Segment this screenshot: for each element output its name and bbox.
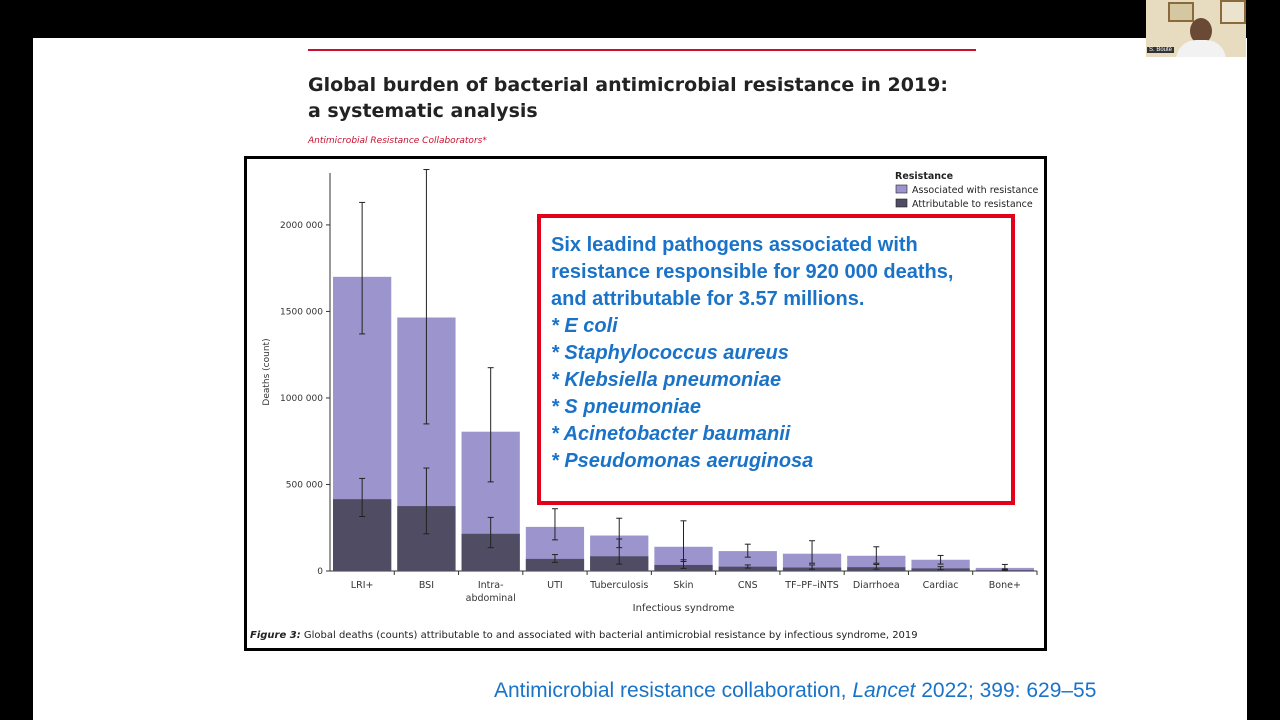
y-tick-label: 500 000 bbox=[285, 480, 323, 491]
wall-picture bbox=[1168, 2, 1194, 22]
pathogen-item: * Acinetobacter baumanii bbox=[551, 423, 791, 445]
y-tick-label: 1500 000 bbox=[280, 307, 323, 318]
legend-label: Associated with resistance bbox=[912, 185, 1039, 196]
citation-prefix: Antimicrobial resistance collaboration, bbox=[494, 679, 853, 702]
webcam-thumbnail[interactable] bbox=[1146, 0, 1246, 57]
callout-line: and attributable for 3.57 millions. bbox=[551, 288, 865, 310]
figure-caption bbox=[250, 630, 918, 641]
x-tick-label: Skin bbox=[673, 580, 694, 591]
wall-picture bbox=[1220, 0, 1246, 24]
pathogen-item: * Staphylococcus aureus bbox=[551, 342, 789, 364]
x-tick-label: UTI bbox=[547, 580, 563, 591]
x-tick-label: Bone+ bbox=[988, 580, 1021, 591]
x-tick-label: CNS bbox=[737, 580, 758, 591]
y-tick-label: 0 bbox=[317, 567, 323, 577]
x-tick-label: Intra- bbox=[477, 580, 504, 591]
paper-title-line: Global burden of bacterial antimicrobial resistance in 2019: bbox=[308, 74, 948, 96]
figure-caption-text: Global deaths (counts) attributable to and associated with bacterial antimicrobial resistance by infectious syndrome, 2019 bbox=[300, 630, 918, 641]
figure-caption-label: Figure 3: bbox=[250, 630, 301, 641]
paper-title bbox=[308, 72, 1008, 124]
legend-swatch bbox=[896, 199, 907, 207]
paper-title-line: a systematic analysis bbox=[308, 100, 538, 122]
pathogen-item: * S pneumoniae bbox=[551, 396, 702, 418]
y-tick-label: 1000 000 bbox=[280, 393, 323, 404]
x-tick-label: LRI+ bbox=[350, 580, 374, 591]
title-rule bbox=[308, 49, 976, 51]
legend-title: Resistance bbox=[895, 171, 954, 182]
callout-line: resistance responsible for 920 000 deaths, bbox=[551, 261, 954, 283]
callout-line: Six leadind pathogens associated with bbox=[551, 234, 918, 256]
webcam-name-tag: S. Bouté bbox=[1149, 47, 1173, 53]
x-axis-label: Infectious syndrome bbox=[632, 603, 735, 614]
legend-swatch bbox=[896, 185, 907, 193]
y-tick-label: 2000 000 bbox=[280, 220, 323, 231]
pathogen-item: * Klebsiella pneumoniae bbox=[551, 369, 782, 391]
x-tick-label: Cardiac bbox=[922, 580, 959, 591]
callout-box bbox=[537, 214, 1015, 505]
citation-suffix: 2022; 399: 629–55 bbox=[915, 679, 1097, 702]
x-tick-label: BSI bbox=[418, 580, 435, 591]
paper-authors: Antimicrobial Resistance Collaborators* bbox=[308, 136, 487, 146]
citation-journal: Lancet bbox=[852, 679, 916, 702]
citation bbox=[494, 679, 1096, 703]
y-axis-label: Deaths (count) bbox=[262, 338, 272, 406]
presenter-body bbox=[1176, 40, 1226, 57]
x-tick-label: abdominal bbox=[465, 593, 516, 604]
pathogen-item: * E coli bbox=[551, 315, 618, 337]
x-tick-label: Diarrhoea bbox=[852, 580, 900, 591]
x-tick-label: TF–PF–iNTS bbox=[785, 580, 839, 591]
pathogen-item: * Pseudomonas aeruginosa bbox=[551, 450, 814, 472]
legend-label: Attributable to resistance bbox=[912, 199, 1033, 210]
x-tick-label: Tuberculosis bbox=[590, 580, 649, 591]
